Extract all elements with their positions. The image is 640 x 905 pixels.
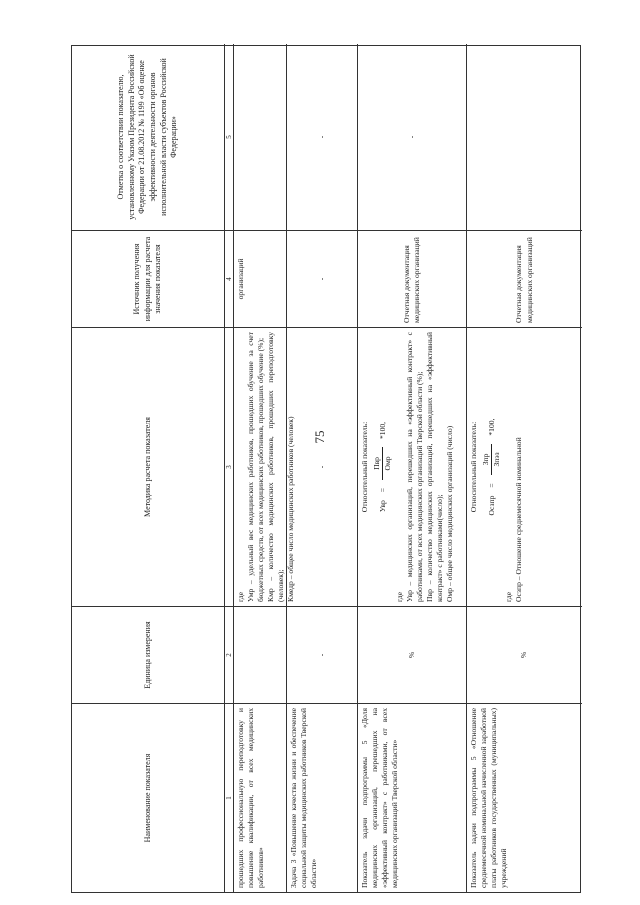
header-unit-cell: Единица измерения <box>72 606 225 703</box>
row2-unit-cell: - <box>287 606 358 703</box>
row1-method-def1: Умр – удельный вес медицинских работников, прошедших обучение за счет бюджетных средств, от всех медицинских работников, прошедших обучение (%); <box>246 332 266 602</box>
row1-mark-cell <box>234 44 287 230</box>
row1-method-where: где <box>236 592 245 602</box>
row1-method-cell <box>234 327 296 606</box>
row4-method-cell <box>467 327 582 606</box>
row1-unit-cell <box>234 606 287 703</box>
indicators-table <box>71 45 581 893</box>
formula-denominator: Зпэз <box>492 452 502 467</box>
row2-name-cell: Задача 3 «Повышение качества жизни и обеспечение социальной защиты медицинских работников Тверской области» <box>287 703 358 892</box>
formula-fraction <box>372 447 393 480</box>
row3-unit-cell: % <box>358 606 467 703</box>
formula-numerator: Пвр <box>372 447 383 480</box>
row1-method-def3: Кмедр – общее число медицинских работников (человек) <box>286 416 296 602</box>
column-number: 2 <box>225 606 234 703</box>
row1-method-def2: Кмр – количество медицинских работников, прошедших переподготовку (человек); <box>266 332 286 602</box>
row3-method-cell <box>358 327 467 606</box>
row3-name-cell: Показатель задачи подпрограммы 5 «Доля медицинских организаций, перешедших на «эффективный контракт» с работниками, от всех медицинских организаций Тверской области» <box>358 703 467 892</box>
page-number: 75 <box>312 430 327 444</box>
row3-mark-cell: - <box>358 44 467 230</box>
row3-source-cell: Отчетная документация медицинских организаций <box>358 230 467 327</box>
formula-equals: = <box>486 483 496 488</box>
row2-mark-cell: - <box>287 44 358 230</box>
row4-mark-cell <box>467 44 582 230</box>
row3-method-def2: Пвр – количество медицинских организаций, перешедших на «эффективный контракт» с работниками(число); <box>425 332 445 602</box>
column-number: 3 <box>225 327 234 606</box>
formula-fraction <box>481 444 502 476</box>
row3-formula <box>372 332 393 602</box>
row4-name-cell: Показатель задачи подпрограммы 5 «Отношение среднемесячной номинальной начисленной заработной платы работников государственных (муниципальных) учреждений <box>467 703 582 892</box>
row1-name-cell: прошедших профессиональную переподготовку и повышение квалификации, от всех медицинских работников» <box>234 703 287 892</box>
row3-method-title: Относительный показатель: <box>360 421 369 513</box>
formula-denominator: Омр <box>383 456 393 471</box>
row4-unit-cell: % <box>467 606 582 703</box>
column-number: 4 <box>225 230 234 327</box>
row3-method-where: где <box>395 592 405 602</box>
rotated-table-area <box>71 45 581 893</box>
column-number: 5 <box>225 44 234 230</box>
formula-equals: = <box>377 487 387 493</box>
row4-source-cell: Отчетная документация медицинских организаций <box>467 230 582 327</box>
header-method-cell: Методика расчета показателя <box>72 327 225 606</box>
header-source-cell: Источник получения информации для расчета значения показателя <box>72 230 225 327</box>
row3-method-def1: Увр – медицинских организаций, перешедших на «эффективный контракт» с работниками, от всех медицинских организаций Тверской области (%); <box>405 332 425 602</box>
row2-method-cell: - <box>287 327 358 606</box>
formula-multiplier: *100, <box>377 421 387 440</box>
header-mark-cell: Отметка о соответствии показателю, установленному Указом Президента Российской Федерации от 21.08.2012 № 1199 «Об оценке эффективности деятельности органов исполнительной власти субъектов Российской Федерации» <box>72 44 225 230</box>
header-name-cell: Наименование показателя <box>72 703 225 892</box>
row1-source-cell: организаций <box>234 230 287 327</box>
formula-multiplier: *100, <box>486 418 496 436</box>
formula-numerator: Зпр <box>481 444 492 476</box>
column-number: 1 <box>225 703 234 892</box>
formula-lhs: Осзпр <box>486 495 496 516</box>
row2-source-cell: - <box>287 230 358 327</box>
row4-method-title: Относительный показатель: <box>469 421 478 513</box>
row4-method-where: где <box>504 592 514 602</box>
formula-lhs: Увр <box>377 500 387 513</box>
row4-method-def1: Осзпр – Отношение среднемесячной номинальной <box>514 437 524 602</box>
row4-formula <box>481 332 502 602</box>
row3-method-def3: Омр – общее число медицинских организаций (число) <box>445 425 455 602</box>
